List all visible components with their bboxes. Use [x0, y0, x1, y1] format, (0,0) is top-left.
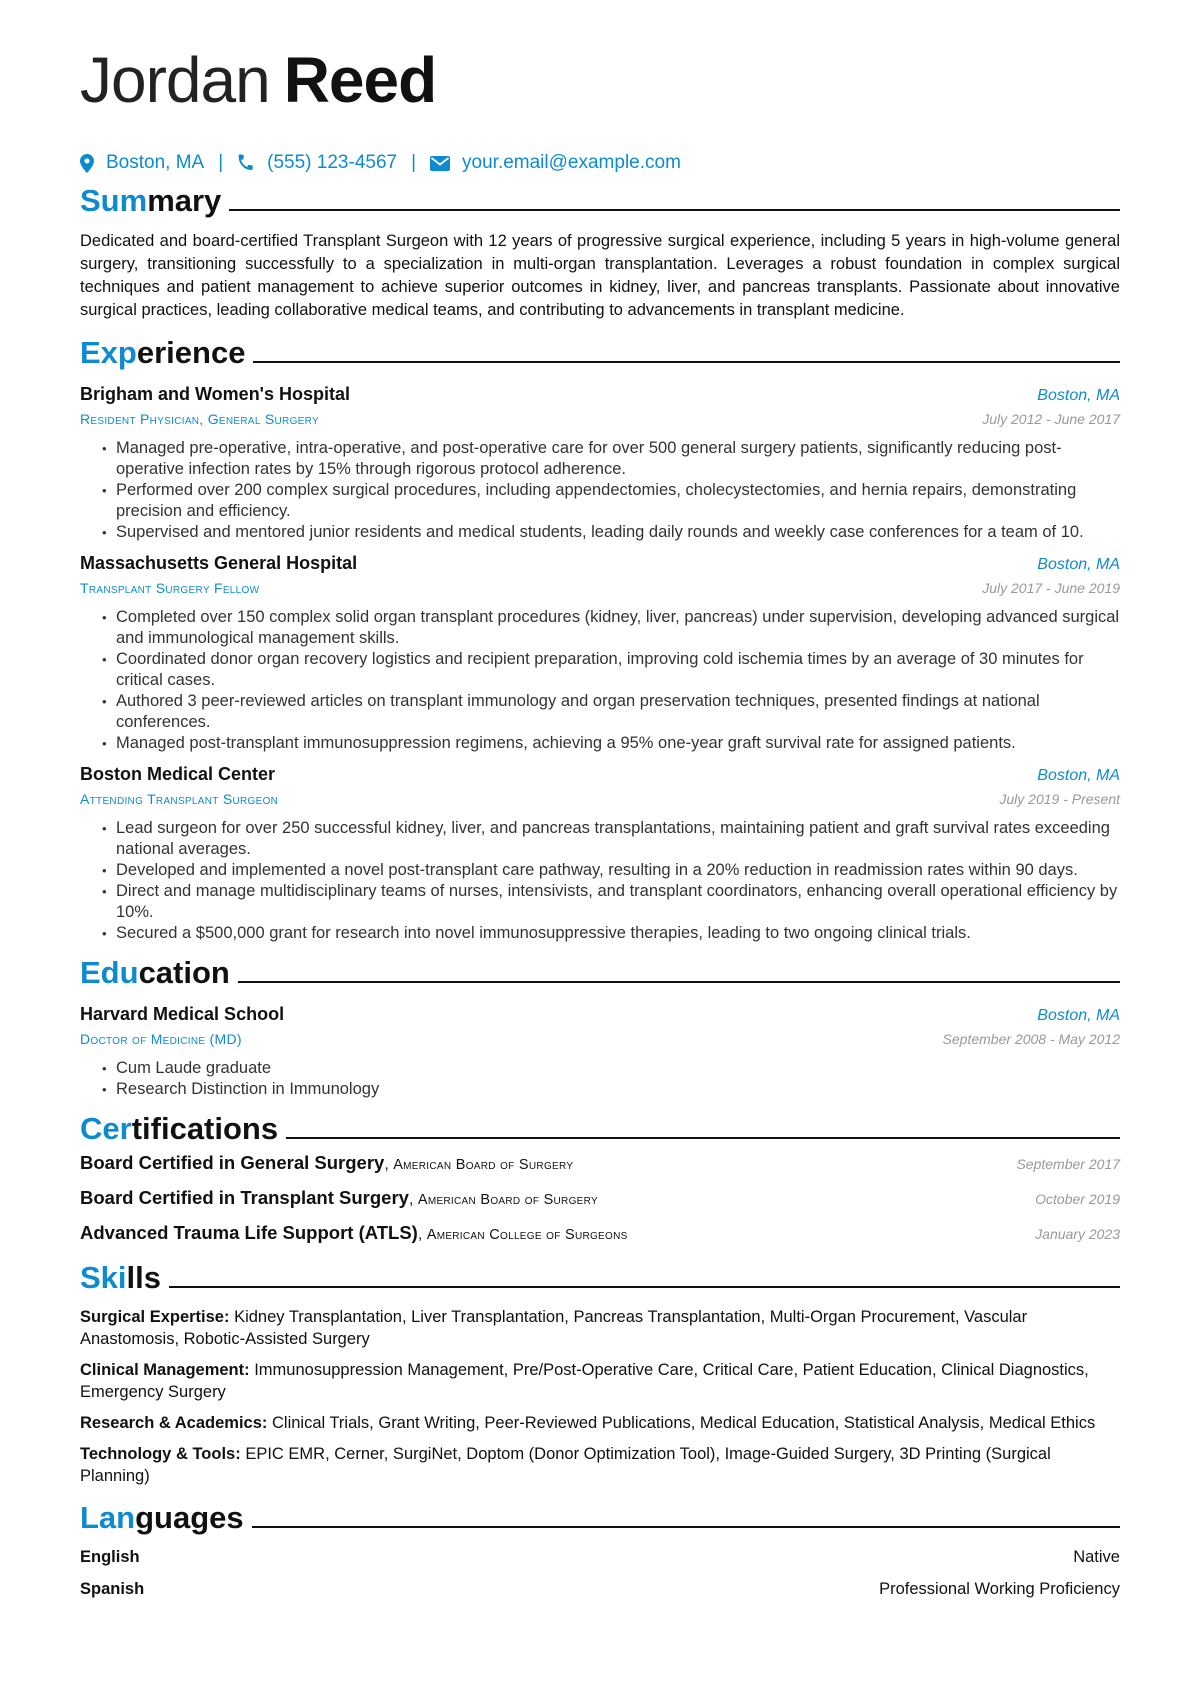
skill-category: Surgical Expertise: [80, 1308, 230, 1326]
phone-text: (555) 123-4567 [267, 152, 398, 173]
skill-group [80, 1359, 1120, 1403]
job-role: Resident Physician, General Surgery [80, 411, 319, 427]
candidate-name [80, 40, 1120, 120]
contact-separator: | [411, 152, 417, 173]
skill-category: Clinical Management: [80, 1361, 250, 1379]
job-bullets [80, 438, 1120, 543]
section-rule [229, 209, 1120, 211]
section-heading [80, 1259, 1120, 1297]
cert-name: Advanced Trauma Life Support (ATLS) [80, 1222, 418, 1243]
cert-date: January 2023 [1035, 1226, 1120, 1242]
contact-location [80, 152, 204, 174]
experience-section [80, 334, 1120, 944]
skill-group [80, 1443, 1120, 1487]
section-heading [80, 182, 1120, 220]
certifications-section [80, 1110, 1120, 1257]
job-entry [80, 382, 1120, 543]
envelope-icon [430, 156, 450, 171]
job-role: Attending Transplant Surgeon [80, 791, 279, 807]
certification-item: Board Certified in General Surgery, American Board of Surgery September 2017 [80, 1152, 1120, 1173]
skill-group [80, 1412, 1120, 1434]
job-location: Boston, MA [1037, 556, 1120, 573]
section-rule [253, 361, 1120, 363]
section-title: Skills [80, 1260, 161, 1295]
job-location: Boston, MA [1037, 387, 1120, 404]
section-title: Certifications [80, 1111, 279, 1146]
email-text: your.email@example.com [462, 152, 681, 173]
bullet-item: • Research Distinction in Immunology [102, 1079, 1120, 1100]
language-item [80, 1573, 1120, 1605]
contact-email[interactable] [430, 152, 681, 174]
location-text: Boston, MA [106, 152, 205, 173]
bullet-item: • Performed over 200 complex surgical procedures, including appendectomies, cholecystectomies, and hernia repairs, demonstrating precision and efficiency. [102, 480, 1120, 522]
school-name: Harvard Medical School [80, 1004, 285, 1024]
skill-list: EPIC EMR, Cerner, SurgiNet, Doptom (Donor Optimization Tool), Image-Guided Surgery, 3D Printing (Surgical Planning) [80, 1445, 1051, 1485]
job-dates: July 2012 - June 2017 [982, 411, 1120, 427]
bullet-item: • Supervised and mentored junior residents and medical students, leading daily rounds and weekly case conferences for a team of 10. [102, 522, 1120, 543]
education-dates: September 2008 - May 2012 [942, 1031, 1120, 1047]
job-bullets [80, 818, 1120, 944]
map-pin-icon [80, 154, 94, 173]
employer: Massachusetts General Hospital [80, 553, 358, 573]
contact-separator: | [218, 152, 224, 173]
job-role: Transplant Surgery Fellow [80, 580, 260, 596]
skill-category: Technology & Tools: [80, 1445, 241, 1463]
skill-list: Kidney Transplantation, Liver Transplantation, Pancreas Transplantation, Multi-Organ Procurement, Vascular Anastomosis, Robotic-Assisted Surgery [80, 1308, 1028, 1348]
section-rule [238, 981, 1120, 983]
bullet-item: • Managed pre-operative, intra-operative, and post-operative care for over 500 general surgery patients, significantly reducing post-operative infection rates by 15% through rigorous protocol adherence. [102, 438, 1120, 480]
bullet-item: • Completed over 150 complex solid organ transplant procedures (kidney, liver, pancreas) under supervision, developing advanced surgical and immunological management skills. [102, 607, 1120, 649]
contact-bar [80, 148, 1120, 178]
certification-item: Advanced Trauma Life Support (ATLS), American College of Surgeons January 2023 [80, 1222, 1120, 1243]
last-name: Reed [283, 44, 437, 116]
bullet-item: • Secured a $500,000 grant for research into novel immunosuppressive therapies, leading to two ongoing clinical trials. [102, 923, 1120, 944]
job-entry [80, 551, 1120, 754]
skills-section [80, 1259, 1120, 1487]
bullet-item: • Direct and manage multidisciplinary teams of nurses, intensivists, and transplant coordinators, enhancing overall operational efficiency by 10%. [102, 881, 1120, 923]
section-heading [80, 1499, 1120, 1537]
certification-item: Board Certified in Transplant Surgery, American Board of Surgery October 2019 [80, 1187, 1120, 1208]
education-section [80, 954, 1120, 1100]
school-location: Boston, MA [1037, 1007, 1120, 1024]
cert-name: Board Certified in General Surgery [80, 1152, 385, 1173]
cert-org: American Board of Surgery [393, 1157, 574, 1173]
language-name: English [80, 1548, 140, 1566]
section-rule [286, 1137, 1120, 1139]
bullet-item: • Managed post-transplant immunosuppression regimens, achieving a 95% one-year graft survival rate for assigned patients. [102, 733, 1120, 754]
section-rule [252, 1526, 1120, 1528]
section-heading [80, 334, 1120, 372]
section-title: Education [80, 955, 230, 990]
contact-phone[interactable] [237, 152, 397, 174]
summary-text: Dedicated and board-certified Transplant Surgeon with 12 years of progressive surgical experience, including 5 years in high-volume general surgery, transitioning successfully to a specialization in multi-organ transplantation. Leverages a robust foundation in complex surgical techniques and patient management to achieve superior outcomes in kidney, liver, and pancreas transplants. Passionate about innovative surgical practices, leading collaborative medical teams, and contributing to advancements in transplant medicine. [80, 232, 1120, 319]
cert-date: September 2017 [1016, 1156, 1120, 1172]
degree: Doctor of Medicine (MD) [80, 1031, 242, 1047]
bullet-item: • Cum Laude graduate [102, 1058, 1120, 1079]
bullet-item: • Lead surgeon for over 250 successful kidney, liver, and pancreas transplantations, maintaining patient and graft survival rates exceeding national averages. [102, 818, 1120, 860]
resume-page [80, 40, 1120, 1605]
education-entry [80, 1002, 1120, 1100]
summary-section [80, 182, 1120, 322]
bullet-item: • Authored 3 peer-reviewed articles on transplant immunology and organ preservation techniques, presented findings at national conferences. [102, 691, 1120, 733]
language-level: Professional Working Proficiency [879, 1580, 1120, 1598]
skill-list: Immunosuppression Management, Pre/Post-Operative Care, Critical Care, Patient Education, Clinical Diagnostics, Emergency Surgery [80, 1361, 1089, 1401]
cert-name: Board Certified in Transplant Surgery [80, 1187, 409, 1208]
job-dates: July 2017 - June 2019 [982, 580, 1120, 596]
cert-org: American College of Surgeons [426, 1227, 628, 1243]
section-title: Experience [80, 335, 246, 370]
job-entry [80, 762, 1120, 944]
employer: Brigham and Women's Hospital [80, 384, 350, 404]
job-location: Boston, MA [1037, 767, 1120, 784]
cert-org: American Board of Surgery [417, 1192, 598, 1208]
bullet-item: • Developed and implemented a novel post-transplant care pathway, resulting in a 20% reduction in readmission rates within 90 days. [102, 860, 1120, 881]
section-heading [80, 1110, 1120, 1148]
education-bullets [80, 1058, 1120, 1100]
first-name: Jordan [80, 44, 270, 116]
job-bullets [80, 607, 1120, 754]
employer: Boston Medical Center [80, 764, 276, 784]
skill-list: Clinical Trials, Grant Writing, Peer-Reviewed Publications, Medical Education, Statistical Analysis, Medical Ethics [272, 1414, 1096, 1432]
language-item [80, 1541, 1120, 1573]
language-level: Native [1073, 1548, 1120, 1566]
skill-group [80, 1306, 1120, 1350]
job-dates: July 2019 - Present [999, 791, 1120, 807]
section-heading [80, 954, 1120, 992]
section-title: Languages [80, 1500, 244, 1535]
language-name: Spanish [80, 1580, 145, 1598]
bullet-item: • Coordinated donor organ recovery logistics and recipient preparation, improving cold ischemia times by an average of 30 minutes for critical cases. [102, 649, 1120, 691]
languages-section [80, 1499, 1120, 1605]
section-rule [169, 1286, 1120, 1288]
phone-icon [237, 154, 255, 172]
skill-category: Research & Academics: [80, 1414, 268, 1432]
cert-date: October 2019 [1035, 1191, 1120, 1207]
section-title: Summary [80, 183, 222, 218]
